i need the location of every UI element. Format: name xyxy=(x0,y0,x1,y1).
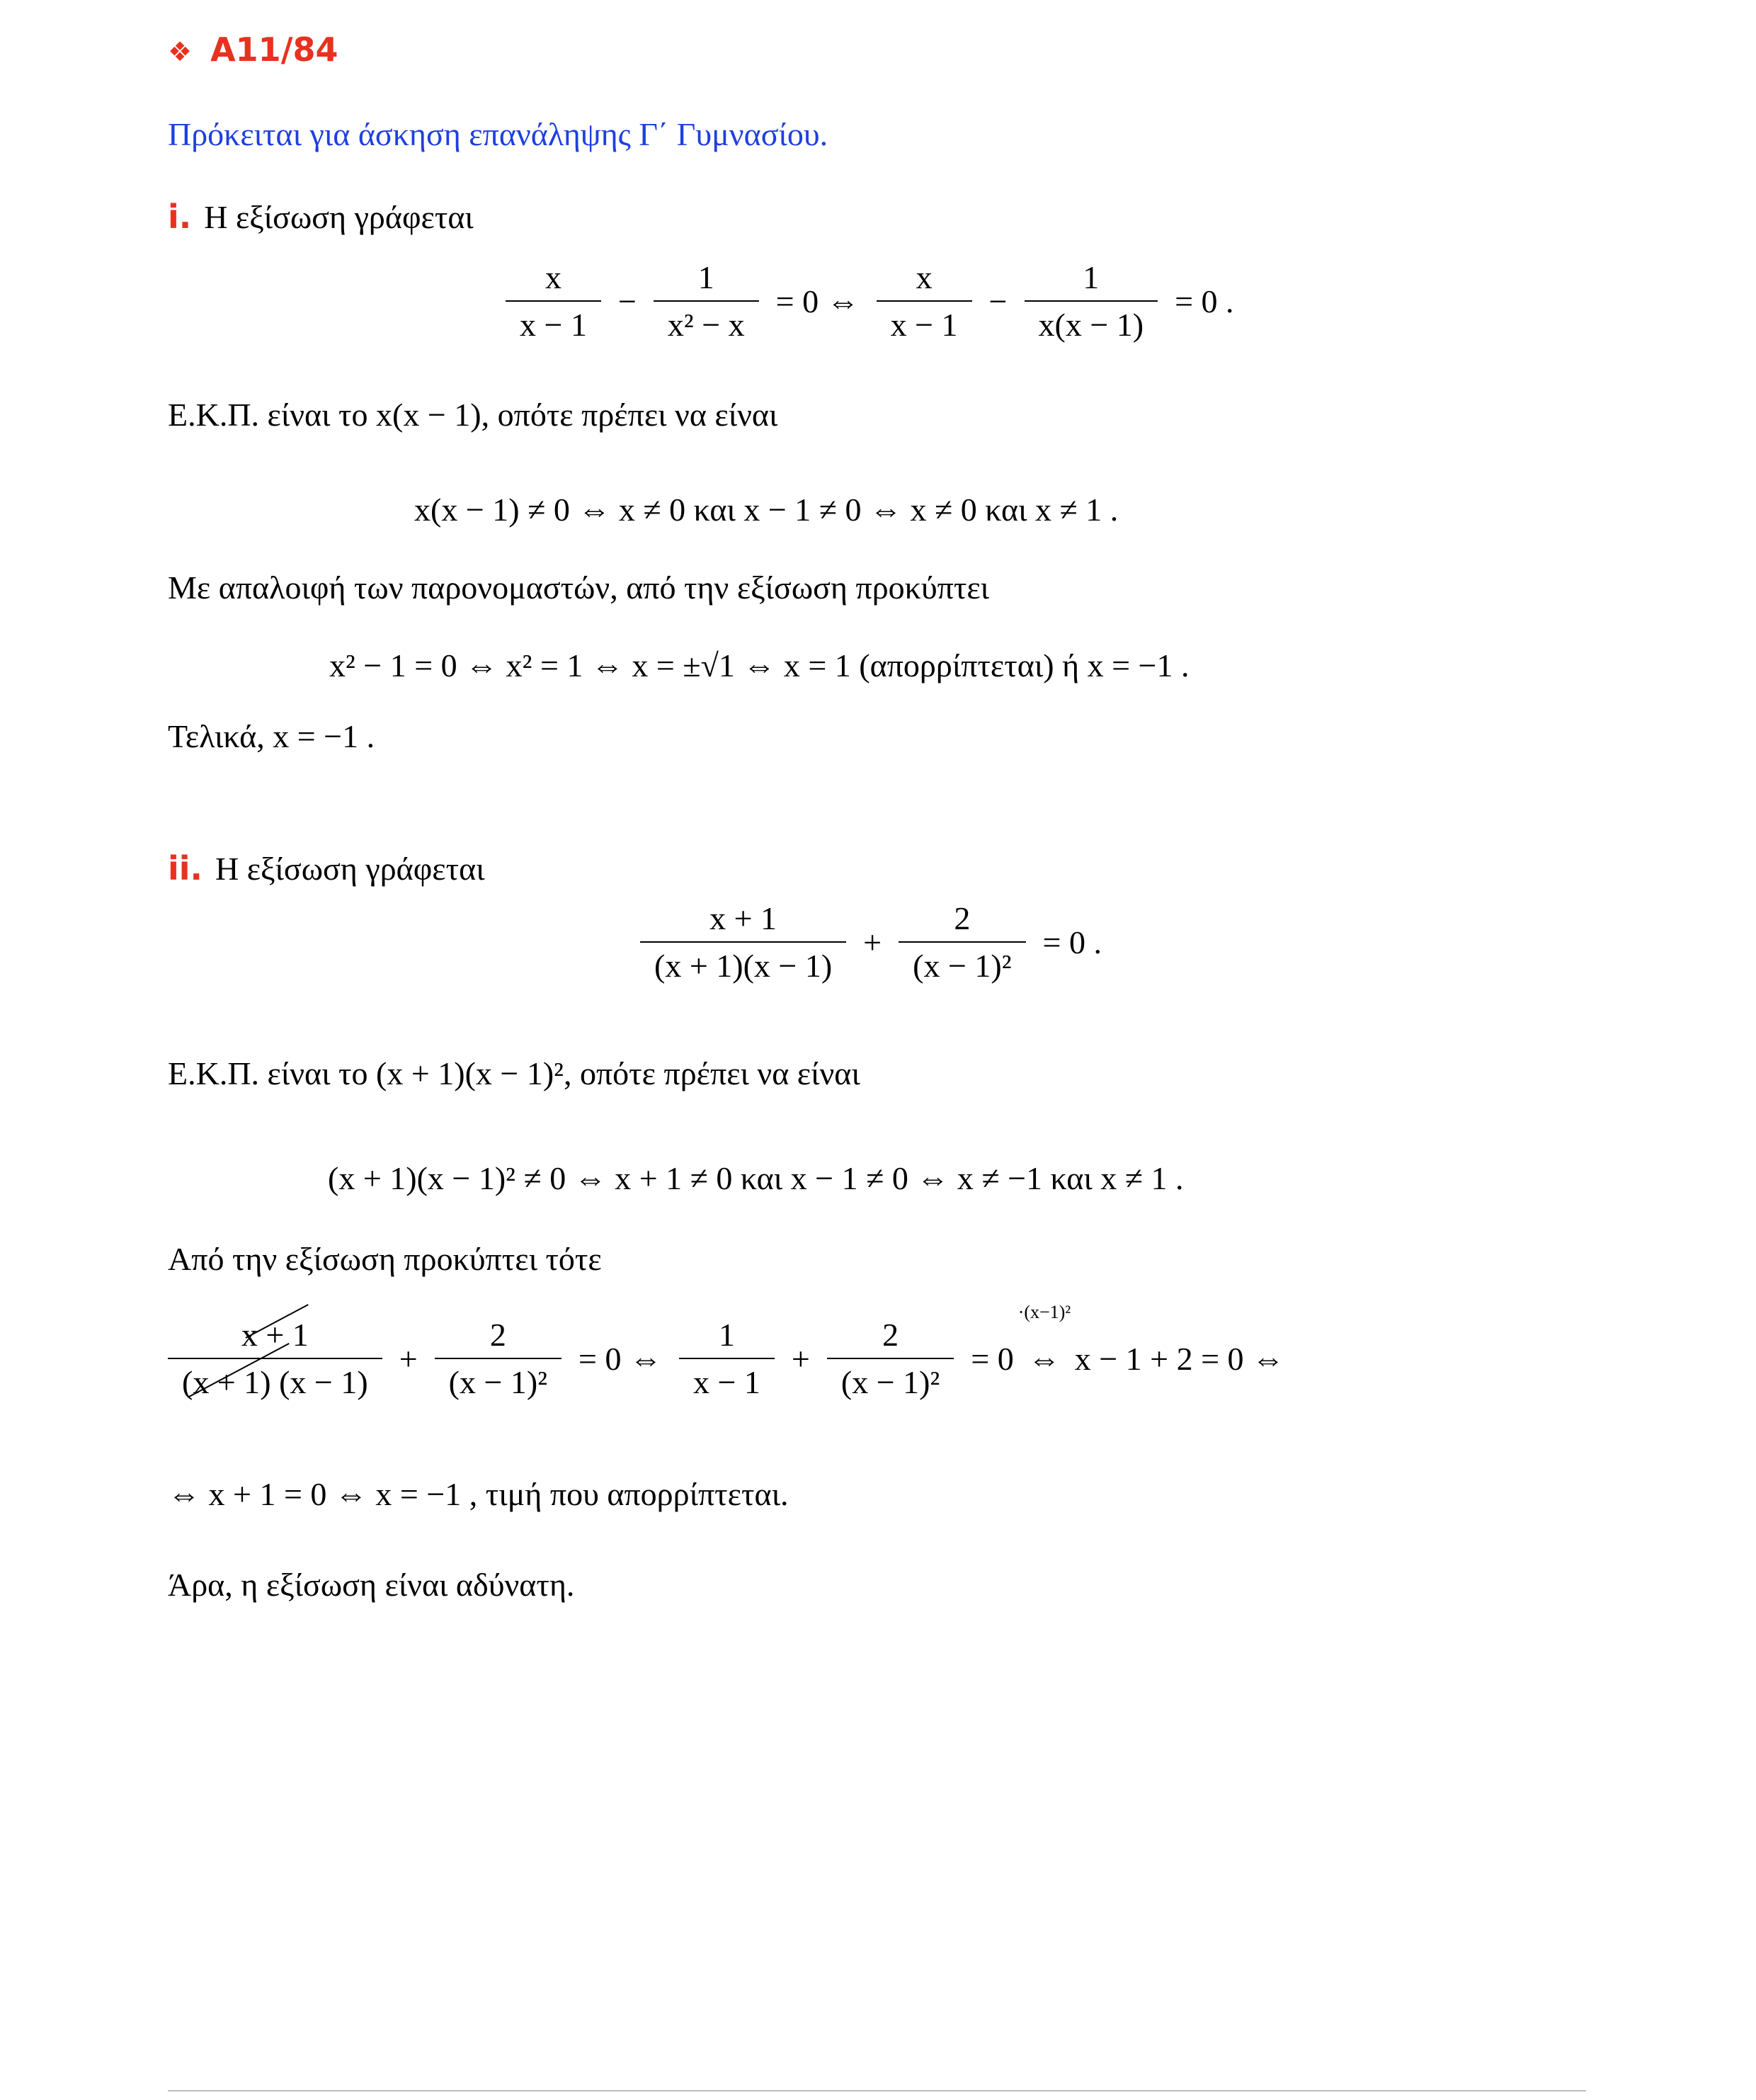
fraction: $\frac{x}{x - 1}$ xyxy=(506,259,601,344)
part2-equation-1: $\frac{x + 1}{(x + 1)(x - 1)}$ + $\frac{2}{\text{(x − 1)²}}$ = 0 . xyxy=(630,899,1109,984)
part2-equation-2: $\frac{x + 1}{(x + 1) (x - 1)}$ + $\frac{2}{\text{(x − 1)²}}$ = 0 ⇔ $\frac{1}{x - 1}$ + $\frac{2}{\text{(x − 1)²}}$ = 0 ·(x−1)² ⇔ x − 1 + 2 = 0 ⇔ xyxy=(168,1316,1292,1401)
part1-lcm-line: Ε.Κ.Π. είναι το x(x − 1), οπότε πρέπει να είναι xyxy=(168,397,778,433)
part1-condition: x(x − 1) ≠ 0 ⇔ x ≠ 0 και x − 1 ≠ 0 ⇔ x ≠ 0 και x ≠ 1 . xyxy=(414,492,1119,528)
fraction: $\frac{2}{\text{(x − 1)²}}$ xyxy=(899,899,1025,984)
fraction: $\frac{2}{\text{(x − 1)²}}$ xyxy=(827,1316,954,1401)
fraction: $\frac{1}{x - 1}$ xyxy=(679,1316,775,1401)
fraction: $\frac{1}{x(x - 1)}$ xyxy=(1025,259,1158,344)
part2-lcm-line: Ε.Κ.Π. είναι το (x + 1)(x − 1)², οπότε πρέπει να είναι xyxy=(168,1055,860,1091)
part2-lead-line xyxy=(168,847,485,890)
exercise-heading xyxy=(168,28,338,73)
fraction: $\frac{x + 1}{(x + 1)(x - 1)}$ xyxy=(640,899,846,984)
part1-lead: Η εξίσωση γράφεται xyxy=(204,199,474,235)
part2-then-text: Από την εξίσωση προκύπτει τότε xyxy=(168,1241,602,1277)
footer-divider xyxy=(168,2090,1586,2092)
fraction: $\frac{1}{\text{x² − x}}$ xyxy=(654,259,759,344)
part2-condition: (x + 1)(x − 1)² ≠ 0 ⇔ x + 1 ≠ 0 και x − 1 ≠ 0 ⇔ x ≠ −1 και x ≠ 1 . xyxy=(328,1160,1184,1196)
diamond-bullet-icon: ❖ xyxy=(168,36,193,67)
part1-elimination-text: Με απαλοιφή των παρονομαστών, από την εξίσωση προκύπτει xyxy=(168,569,990,606)
part1-lead-line xyxy=(168,195,474,239)
part2-continuation: ⇔ x + 1 = 0 ⇔ x = −1 , τιμή που απορρίπτεται. xyxy=(168,1476,789,1512)
fraction-cancelled: $\frac{x + 1}{(x + 1) (x - 1)}$ xyxy=(168,1316,382,1401)
part1-final: Τελικά, x = −1 . xyxy=(168,718,375,754)
part2-conclusion: Άρα, η εξίσωση είναι αδύνατη. xyxy=(168,1567,575,1603)
fraction: $\frac{2}{\text{(x − 1)²}}$ xyxy=(435,1316,561,1401)
exercise-id: A11/84 xyxy=(210,30,338,69)
part2-label: ii. xyxy=(168,849,203,887)
multiply-both-sides: ·(x−1)² ⇔ xyxy=(1017,1301,1071,1377)
part1-equation-1: $\frac{x}{x - 1}$ − $\frac{1}{\text{x² − x}}$ = 0 ⇔ $\frac{x}{x - 1}$ − $\frac{1}{x(x - 1)}$ = 0 . xyxy=(496,259,1241,344)
part1-solution: x² − 1 = 0 ⇔ x² = 1 ⇔ x = ±√1 ⇔ x = 1 (απορρίπτεται) ή x = −1 . xyxy=(329,647,1190,683)
part1-label: i. xyxy=(168,198,192,236)
lcm-expression: x(x − 1) xyxy=(376,397,481,433)
fraction: $\frac{x}{x - 1}$ xyxy=(877,259,972,344)
intro-text: Πρόκειται για άσκηση επανάληψης Γ΄ Γυμνασίου. xyxy=(168,116,828,152)
part2-lead: Η εξίσωση γράφεται xyxy=(215,851,485,887)
lcm-expression: (x + 1)(x − 1)² xyxy=(376,1055,564,1091)
